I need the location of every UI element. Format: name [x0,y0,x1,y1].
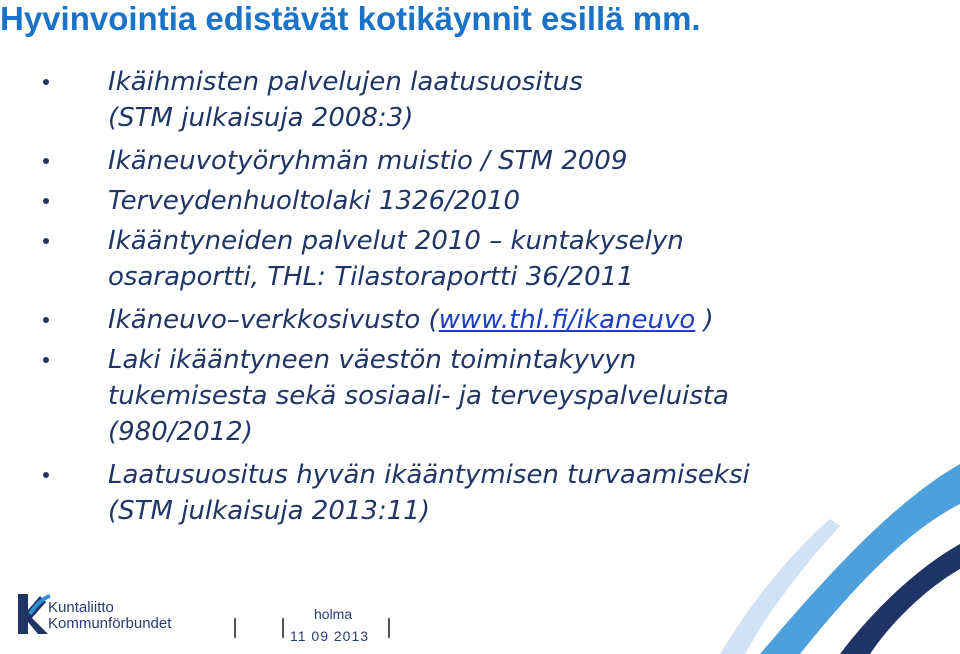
footer-logo-text [48,600,171,632]
bullet-line: Laatusuositus hyvän ikääntymisen turvaamiseksi [108,460,750,490]
bullet-dot-icon [43,198,49,204]
bullet-dot-icon [43,238,49,244]
ikaneuvo-link[interactable]: www.thl.fi/ikaneuvo [438,305,696,335]
bullet-line: Terveydenhuoltolaki 1326/2010 [108,186,521,216]
footer-date: 11 09 2013 [290,628,370,644]
bullet-line: (980/2012) [108,417,253,447]
footer-author: holma [314,606,353,622]
footer-divider [282,618,284,638]
logo-line-2: Kommunförbundet [48,615,172,632]
bullet-dot-icon [43,357,49,363]
slide-title: Hyvinvointia edistävät kotikäynnit esillä mm. [0,0,701,37]
bullet-dot-icon [43,472,49,478]
bullet-item [0,143,930,179]
bullet-line: Ikäneuvotyöryhmän muistio / STM 2009 [108,146,628,176]
bullet-line [108,302,930,338]
bullet-line: Ikäihmisten palvelujen laatusuositus [108,67,583,97]
footer-divider [388,618,390,638]
bullet-line: (STM julkaisuja 2013:11) [108,496,430,526]
bullet-item [0,64,930,136]
bullet-line: tukemisesta sekä sosiaali- ja terveyspalveluista [108,381,729,411]
bullet-item [0,302,930,338]
bullet-suffix: ) [695,305,714,335]
bullet-item [0,223,930,295]
bullet-dot-icon [43,317,49,323]
bullet-dot-icon [43,158,49,164]
bullet-line: Ikääntyneiden palvelut 2010 – kuntakyselyn [108,226,684,256]
bullet-dot-icon [43,79,49,85]
bullet-prefix: Ikäneuvo–verkkosivusto ( [108,305,439,335]
decorative-swoosh-icon [700,354,960,654]
bullet-line: osaraportti, THL: Tilastoraportti 36/2011 [108,262,634,292]
bullet-line: (STM julkaisuja 2008:3) [108,103,414,133]
bullet-line: Laki ikääntyneen väestön toimintakyvyn [108,345,637,375]
footer-divider [234,618,236,638]
logo-line-1: Kuntaliitto [48,599,114,616]
bullet-item [0,183,930,219]
